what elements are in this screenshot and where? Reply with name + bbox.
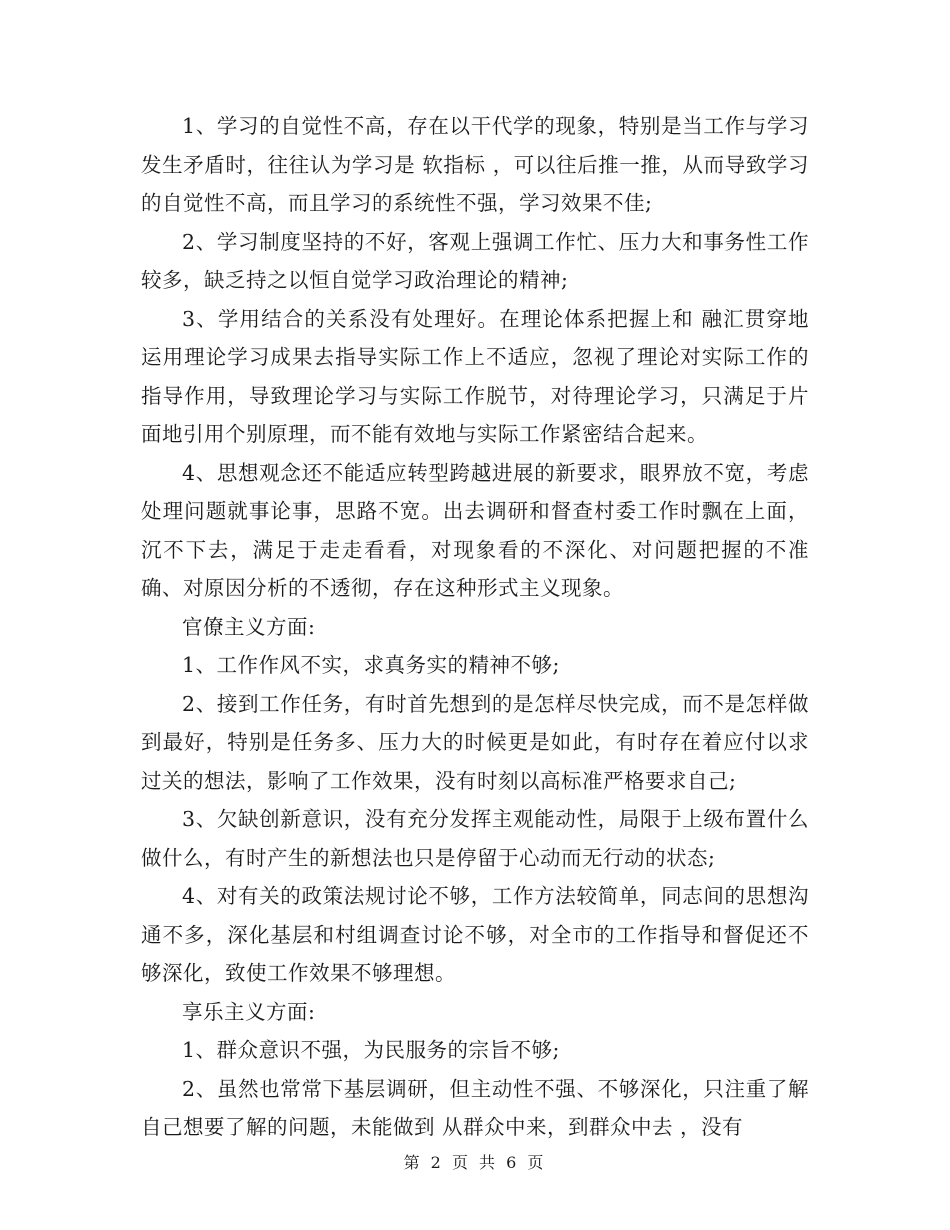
section-heading: 官僚主义方面: — [182, 614, 316, 639]
paragraph: 1、工作作风不实，求真务实的精神不够; — [182, 653, 560, 677]
section-heading: 享乐主义方面: — [182, 999, 316, 1024]
paragraph: 2、虽然也常常下基层调研，但主动性不强、不够深化，只注重了解自己想要了解的问题，未能做到 从群众中来，到群众中去 ，没有 — [141, 1076, 809, 1139]
paragraph: 2、接到工作任务，有时首先想到的是怎样尽快完成，而不是怎样做到最好，特别是任务多、压力大的时候更是如此，有时存在着应付以求过关的想法，影响了工作效果，没有时刻以高标准严格要求自己; — [141, 691, 809, 793]
document-body — [141, 107, 809, 1147]
paragraph: 3、学用结合的关系没有处理好。在理论体系把握上和 融汇贯穿地运用理论学习成果去指导实际工作上不适应，忽视了理论对实际工作的指导作用，导致理论学习与实际工作脱节，对待理论学习，只满足于片面地引用个别原理，而不能有效地与实际工作紧密结合起来。 — [141, 306, 809, 446]
paragraph: 2、学习制度坚持的不好，客观上强调工作忙、压力大和事务性工作较多，缺乏持之以恒自觉学习政治理论的精神; — [141, 229, 809, 292]
paragraph: 4、思想观念还不能适应转型跨越进展的新要求，眼界放不宽，考虑处理问题就事论事，思路不宽。出去调研和督查村委工作时飘在上面，沉不下去，满足于走走看看，对现象看的不深化、对问题把握的不准确、对原因分析的不透彻，存在这种形式主义现象。 — [141, 460, 809, 600]
paragraph: 4、对有关的政策法规讨论不够，工作方法较简单，同志间的思想沟通不多，深化基层和村组调查讨论不够，对全市的工作指导和督促还不够深化，致使工作效果不够理想。 — [141, 884, 809, 985]
page-number-footer: 第 2 页 共 6 页 — [403, 1153, 547, 1172]
paragraph: 3、欠缺创新意识，没有充分发挥主观能动性，局限于上级布置什么做什么，有时产生的新想法也只是停留于心动而无行动的状态; — [141, 807, 809, 870]
paragraph: 1、学习的自觉性不高，存在以干代学的现象，特别是当工作与学习发生矛盾时，往往认为学习是 软指标 ，可以往后推一推，从而导致学习的自觉性不高，而且学习的系统性不强，学习效果不佳; — [141, 114, 809, 215]
paragraph: 1、群众意识不强，为民服务的宗旨不够; — [182, 1038, 560, 1062]
